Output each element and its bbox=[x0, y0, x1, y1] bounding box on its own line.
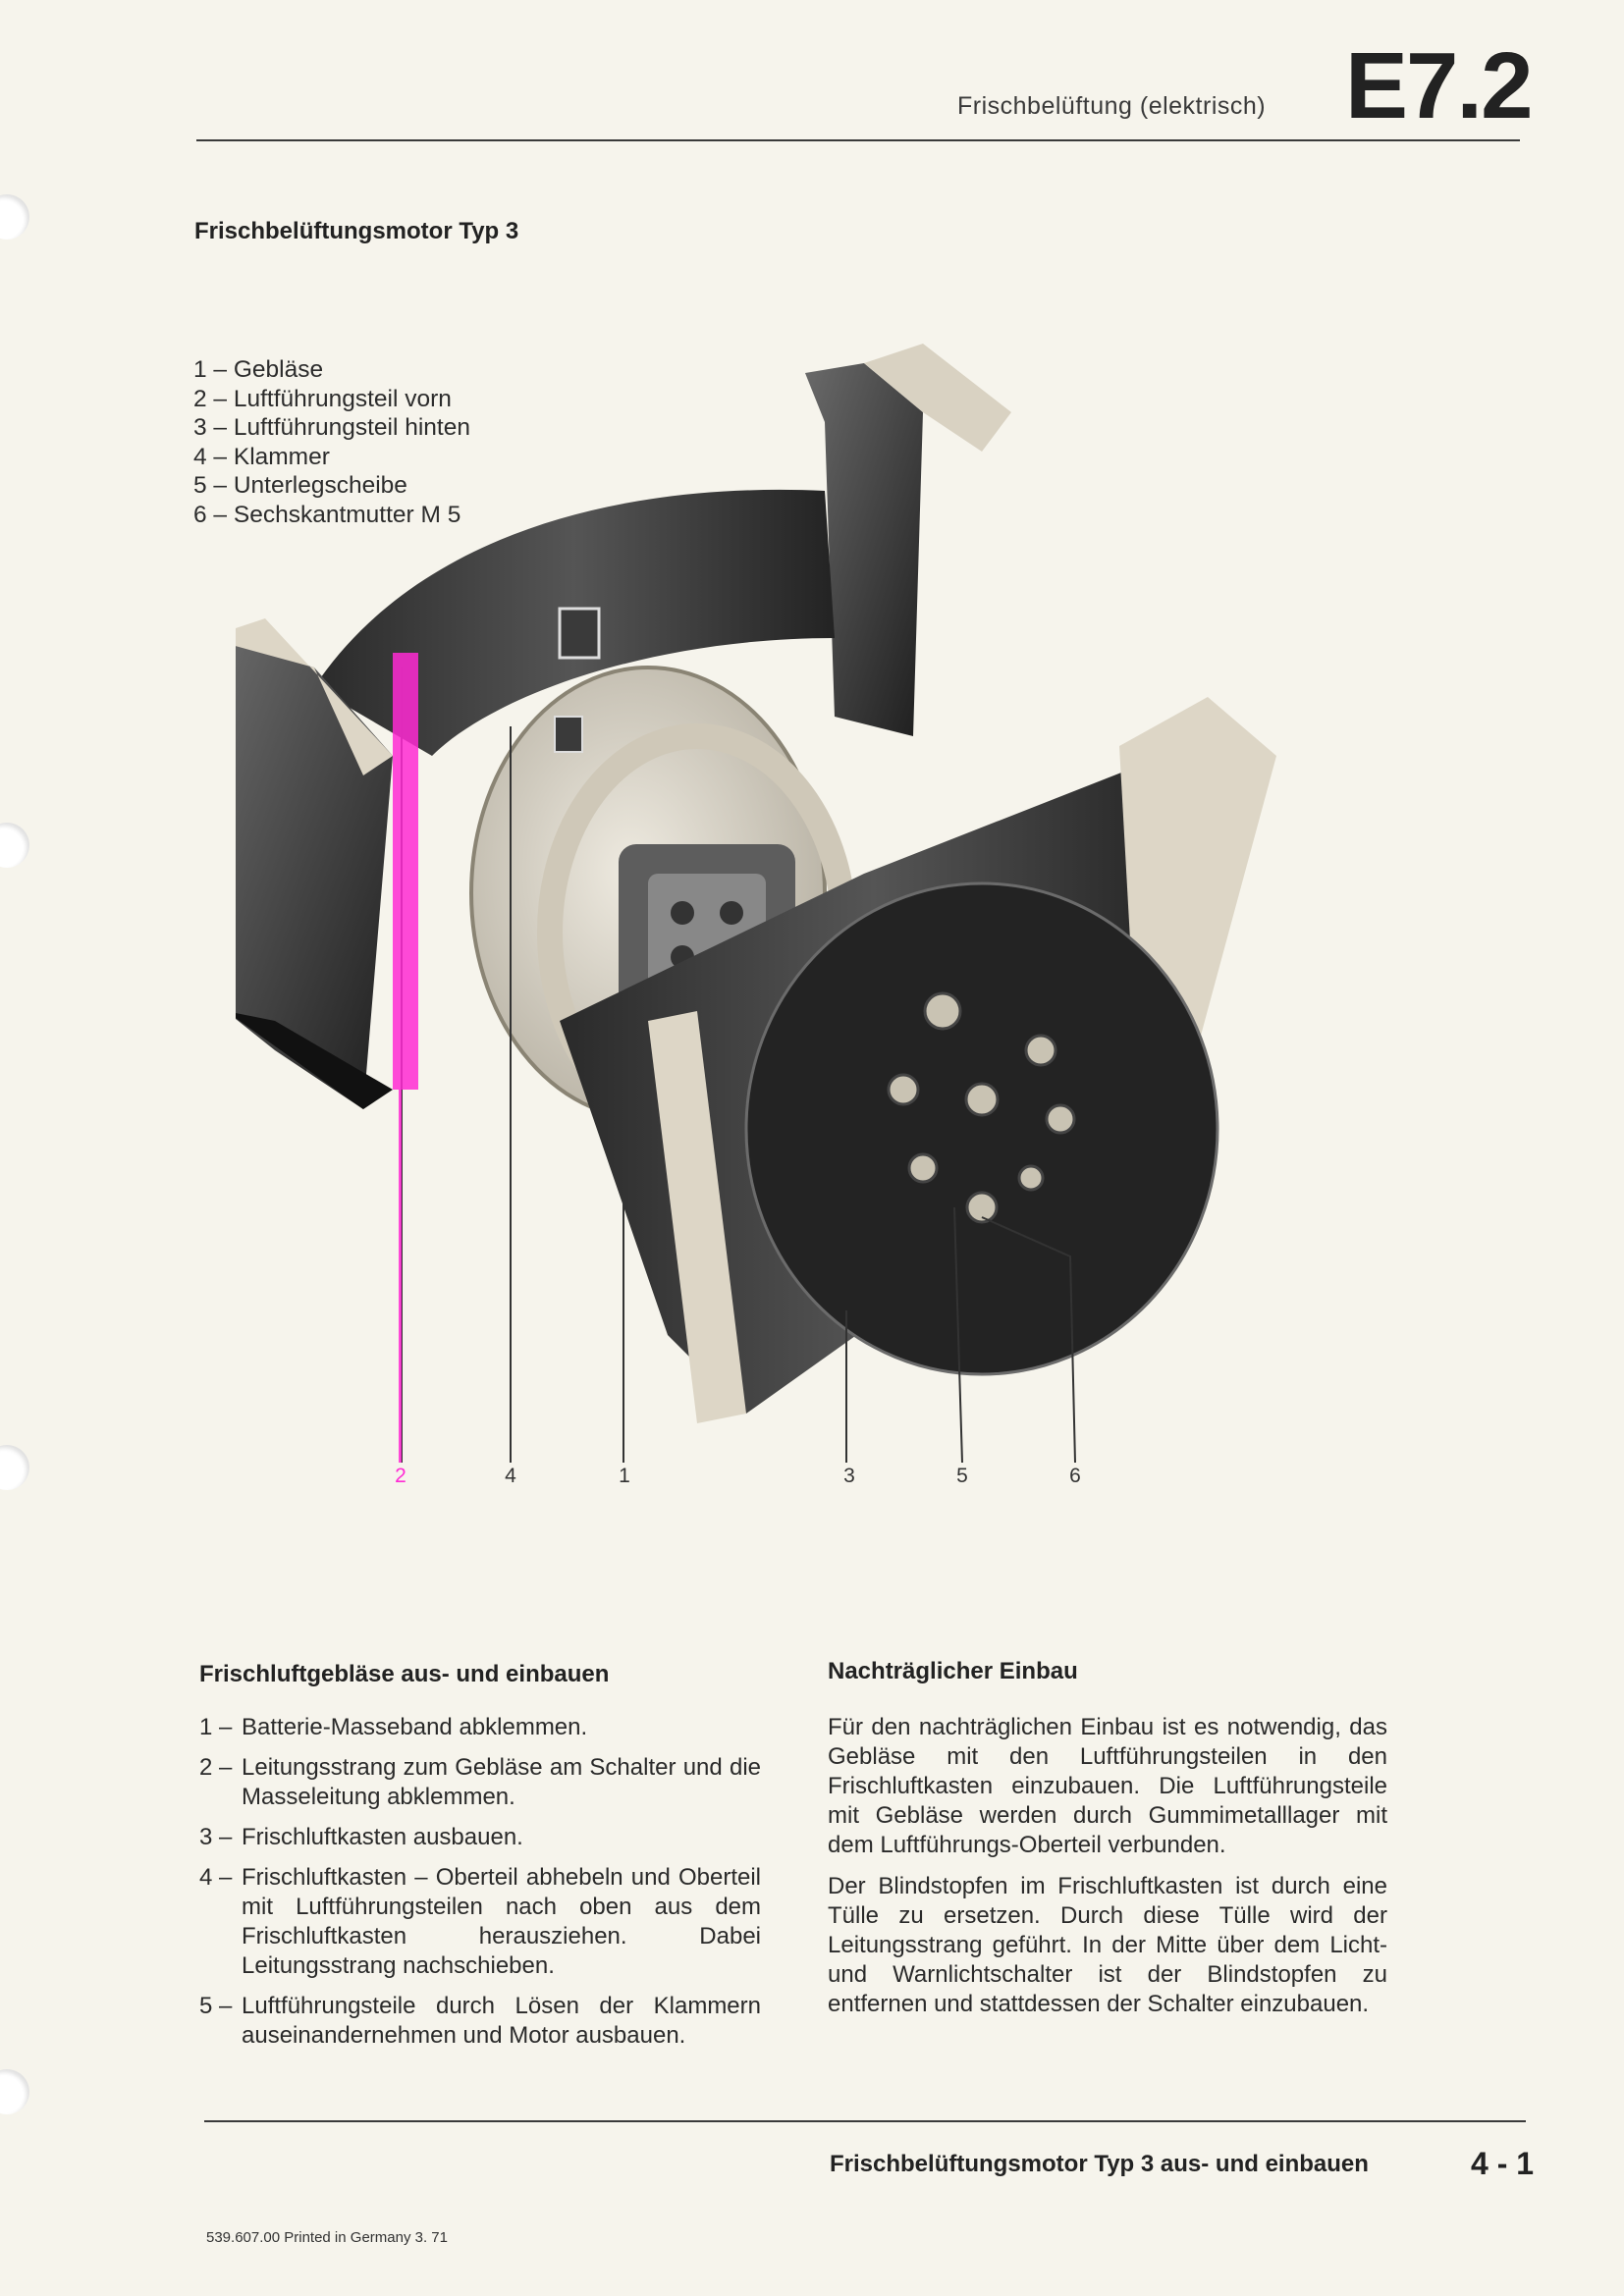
header-title: Frischbelüftung (elektrisch) bbox=[957, 92, 1267, 120]
footer-title: Frischbelüftungsmotor Typ 3 aus- und einbauen bbox=[830, 2151, 1369, 2177]
step-text: Batterie-Masseband abklemmen. bbox=[242, 1714, 588, 1740]
callout-5: 5 bbox=[956, 1465, 968, 1487]
step-item bbox=[199, 1863, 761, 1981]
binding-hole-3 bbox=[0, 1445, 29, 1490]
removal-steps bbox=[199, 1713, 761, 2061]
retrofit-text bbox=[828, 1713, 1387, 2031]
step-text: Frischluftkasten – Oberteil abhebeln und Oberteil mit Luftführungsteilen nach oben aus dem Frischluftkasten herausziehen. Dabei Leitungsstrang nachschieben. bbox=[242, 1864, 761, 1979]
retrofit-paragraph: Der Blindstopfen im Frischluftkasten ist durch eine Tülle zu ersetzen. Durch diese Tülle wird der Leitungsstrang geführt. In der Mitte über dem Licht- und Warnlichtschalter ist der Blindstopfen zu entfernen und stattdessen der Schalter einzubauen. bbox=[828, 1873, 1387, 2017]
step-item bbox=[199, 1823, 761, 1852]
legend-item: 3 – Luftführungsteil hinten bbox=[193, 414, 470, 441]
footer-rule bbox=[204, 2120, 1526, 2122]
callout-1: 1 bbox=[619, 1465, 630, 1487]
page-number: 4 - 1 bbox=[1471, 2146, 1535, 2181]
binding-hole-1 bbox=[0, 194, 29, 240]
callout-2: 2 bbox=[395, 1465, 406, 1487]
step-item bbox=[199, 1753, 761, 1812]
legend-item: 4 – Klammer bbox=[193, 443, 330, 470]
callout-3: 3 bbox=[843, 1465, 855, 1487]
clamp-lower bbox=[555, 717, 582, 752]
legend-item: 2 – Luftführungsteil vorn bbox=[193, 385, 452, 412]
section-code: E7.2 bbox=[1345, 33, 1532, 138]
step-item bbox=[199, 1713, 761, 1742]
figure-title: Frischbelüftungsmotor Typ 3 bbox=[194, 218, 519, 244]
header-rule bbox=[196, 139, 1520, 141]
binding-hole-4 bbox=[0, 2069, 29, 2114]
legend-item: 5 – Unterlegscheibe bbox=[193, 472, 407, 499]
callout-4: 4 bbox=[505, 1465, 516, 1487]
cover-disc bbox=[746, 883, 1218, 1374]
binding-hole-2 bbox=[0, 823, 29, 868]
highlight-line bbox=[399, 1090, 402, 1463]
step-number: 5 – bbox=[199, 1993, 233, 2019]
retrofit-paragraph: Für den nachträglichen Einbau ist es notwendig, das Gebläse mit den Luftführungsteilen in den Frischluftkasten einzubauen. Die Luftführungsteile mit Gebläse werden durch Gummimetalllager mit dem Luftführungs-Oberteil verbunden. bbox=[828, 1714, 1387, 1858]
step-number: 4 – bbox=[199, 1864, 233, 1891]
callout-6: 6 bbox=[1069, 1465, 1081, 1487]
step-number: 2 – bbox=[199, 1754, 233, 1781]
step-number: 1 – bbox=[199, 1714, 233, 1740]
step-text: Frischluftkasten ausbauen. bbox=[242, 1824, 523, 1850]
legend-item: 1 – Gebläse bbox=[193, 356, 324, 383]
step-text: Luftführungsteile durch Lösen der Klammern auseinandernehmen und Motor ausbauen. bbox=[242, 1993, 761, 2049]
step-text: Leitungsstrang zum Gebläse am Schalter und die Masseleitung abklemmen. bbox=[242, 1754, 761, 1810]
step-item bbox=[199, 1992, 761, 2051]
legend-item: 6 – Sechskantmutter M 5 bbox=[193, 501, 461, 528]
clamp-upper bbox=[560, 609, 599, 658]
print-note: 539.607.00 Printed in Germany 3. 71 bbox=[206, 2229, 448, 2246]
parts-legend bbox=[193, 355, 470, 529]
removal-section-title: Frischluftgebläse aus- und einbauen bbox=[199, 1661, 610, 1687]
retrofit-section-title: Nachträglicher Einbau bbox=[828, 1658, 1078, 1684]
step-number: 3 – bbox=[199, 1824, 233, 1850]
highlight-mark bbox=[393, 653, 418, 1090]
